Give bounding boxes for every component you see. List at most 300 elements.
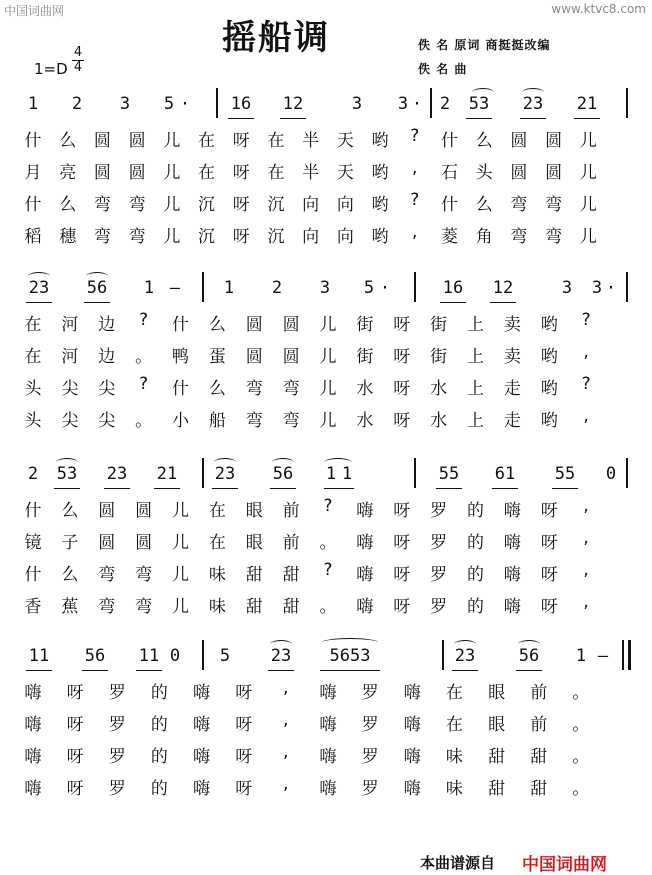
lyric-syllable: 儿 <box>163 195 181 215</box>
lyric-syllable: 镜 <box>24 533 42 553</box>
lyric-syllable: 沉 <box>267 227 285 247</box>
lyric-syllable: 呀 <box>393 565 411 585</box>
barline <box>414 272 416 302</box>
lyric-syllable: 呀 <box>540 533 558 553</box>
lyric-line <box>22 556 634 588</box>
lyric-syllable: 蛋 <box>208 347 226 367</box>
lyric-syllable: 。 <box>319 597 337 617</box>
underline <box>452 670 478 671</box>
lyric-syllable: 呀 <box>232 163 250 183</box>
notes-row-2 <box>22 272 634 306</box>
lyric-syllable: 头 <box>24 411 42 431</box>
lyric-syllable: 呀 <box>540 565 558 585</box>
lyric-syllable: , <box>583 406 589 426</box>
lyric-syllable: 卖 <box>503 315 521 335</box>
lyric-syllable: 眼 <box>488 683 506 703</box>
barline <box>202 272 204 302</box>
lyric-line <box>22 122 634 154</box>
underline <box>136 670 162 671</box>
lyric-syllable: 在 <box>208 533 226 553</box>
lyric-syllable: 圆 <box>128 131 146 151</box>
lyric-syllable: 弯 <box>510 227 528 247</box>
lyric-line <box>22 588 634 620</box>
note: 12 <box>492 278 514 298</box>
lyric-line <box>22 706 634 738</box>
lyric-syllable: 弯 <box>93 195 111 215</box>
lyric-syllable: 嗨 <box>319 747 337 767</box>
lyric-syllable: ? <box>323 496 333 516</box>
lyric-syllable: 甜 <box>245 597 263 617</box>
lyric-syllable: 的 <box>467 533 484 553</box>
lyric-syllable: 嗨 <box>503 501 521 521</box>
lyric-syllable: 呀 <box>393 597 411 617</box>
lyric-syllable: 嗨 <box>503 565 521 585</box>
lyric-syllable: 弯 <box>135 597 153 617</box>
lyric-syllable: 呀 <box>235 715 253 735</box>
lyric-syllable: , <box>583 342 589 362</box>
lyric-syllable: 圆 <box>93 131 111 151</box>
lyric-syllable: 圆 <box>510 131 528 151</box>
note: 1 <box>27 94 39 114</box>
note: 0 <box>169 646 181 666</box>
lyric-syllable: 圆 <box>282 315 300 335</box>
lyric-syllable: 弯 <box>98 597 116 617</box>
note: – <box>169 278 181 298</box>
barline <box>626 272 628 302</box>
slur <box>472 88 494 97</box>
lyric-syllable: 弯 <box>510 195 528 215</box>
key-signature: 1=D <box>34 60 68 78</box>
lyric-syllable: 头 <box>24 379 42 399</box>
lyric-syllable: 哟 <box>540 315 558 335</box>
note: 16 <box>442 278 464 298</box>
system-3 <box>22 458 634 620</box>
lyric-syllable: 水 <box>430 379 448 399</box>
underline <box>26 670 52 671</box>
watermark-right: www.ktvc8.com <box>551 2 646 16</box>
lyric-syllable: 鸭 <box>172 347 189 367</box>
lyric-syllable: 呀 <box>66 683 84 703</box>
lyric-syllable: 哟 <box>371 195 389 215</box>
lyric-syllable: 半 <box>302 163 320 183</box>
note: 16 <box>230 94 252 114</box>
lyric-syllable: 尖 <box>98 379 116 399</box>
note: 3 <box>591 278 603 298</box>
underline <box>490 302 516 303</box>
lyric-syllable: 弯 <box>93 227 111 247</box>
lyric-syllable: 嗨 <box>356 597 374 617</box>
note: 55 <box>554 464 576 484</box>
credit-lyrics: 佚 名 原词 商挺挺改编 <box>418 38 551 52</box>
lyric-syllable: 儿 <box>172 565 189 585</box>
barline <box>626 88 628 118</box>
lyric-syllable: ? <box>410 190 420 210</box>
notes-row-1 <box>22 88 634 122</box>
lyric-syllable: 。 <box>135 347 153 367</box>
time-sig-top: 4 <box>73 45 83 60</box>
lyric-syllable: , <box>412 222 418 242</box>
lyric-syllable: 嗨 <box>24 715 42 735</box>
lyric-syllable: 甜 <box>530 779 548 799</box>
lyric-syllable: 呀 <box>66 715 84 735</box>
lyric-syllable: 圆 <box>282 347 300 367</box>
lyric-syllable: 弯 <box>245 411 263 431</box>
lyric-line <box>22 674 634 706</box>
lyric-line <box>22 738 634 770</box>
underline <box>104 488 130 489</box>
lyric-syllable: 在 <box>445 683 463 703</box>
lyric-syllable: 嗨 <box>403 715 421 735</box>
lyric-syllable: 半 <box>302 131 320 151</box>
lyric-syllable: 边 <box>98 315 116 335</box>
credit-music: 佚 名 曲 <box>418 62 468 76</box>
lyric-syllable: 儿 <box>163 227 181 247</box>
lyric-syllable: 罗 <box>108 715 126 735</box>
lyric-syllable: 嗨 <box>24 683 42 703</box>
barline <box>202 458 204 488</box>
lyric-syllable: 弯 <box>282 411 300 431</box>
lyric-syllable: 。 <box>572 779 590 799</box>
lyric-syllable: 儿 <box>163 163 181 183</box>
lyric-syllable: 么 <box>475 195 493 215</box>
lyric-syllable: 嗨 <box>403 747 421 767</box>
lyric-syllable: 呀 <box>232 131 250 151</box>
slur <box>454 640 476 649</box>
lyric-syllable: 。 <box>572 715 590 735</box>
lyric-syllable: 圆 <box>245 315 263 335</box>
underline <box>440 302 466 303</box>
note: 56 <box>272 464 294 484</box>
note: 53 <box>468 94 490 114</box>
lyric-syllable: 儿 <box>319 315 337 335</box>
lyric-syllable: 香 <box>24 597 42 617</box>
lyric-syllable: 呀 <box>393 347 411 367</box>
underline <box>82 670 108 671</box>
lyric-syllable: , <box>583 592 589 612</box>
lyric-syllable: 石 <box>440 163 458 183</box>
note: 23 <box>214 464 236 484</box>
slur <box>322 638 378 647</box>
lyric-syllable: 水 <box>430 411 448 431</box>
lyric-syllable: 罗 <box>361 747 379 767</box>
lyric-syllable: 月 <box>24 163 42 183</box>
lyric-syllable: 么 <box>208 315 226 335</box>
note: – <box>597 646 609 666</box>
lyric-syllable: , <box>583 496 589 516</box>
lyric-syllable: 在 <box>198 131 216 151</box>
lyric-syllable: 圆 <box>135 533 153 553</box>
note: · <box>179 94 191 114</box>
lyric-syllable: ? <box>139 374 149 394</box>
lyric-syllable: 弯 <box>135 565 153 585</box>
note: 1 <box>341 464 353 484</box>
lyric-syllable: 什 <box>24 565 42 585</box>
lyric-syllable: 。 <box>572 683 590 703</box>
lyric-syllable: 呀 <box>232 227 250 247</box>
lyric-syllable: 儿 <box>163 131 181 151</box>
note: 56 <box>86 278 108 298</box>
lyric-syllable: 味 <box>445 747 463 767</box>
lyric-syllable: 儿 <box>579 195 597 215</box>
system-1 <box>22 88 634 250</box>
underline <box>54 488 80 489</box>
lyric-syllable: 蕉 <box>61 597 79 617</box>
note: 61 <box>494 464 516 484</box>
lyric-syllable: 尖 <box>61 411 79 431</box>
note: 11 <box>138 646 160 666</box>
lyric-syllable: 在 <box>24 347 42 367</box>
lyric-syllable: 味 <box>208 565 226 585</box>
underline <box>280 118 306 119</box>
footer-brand-link[interactable]: 中国词曲网 <box>522 855 607 875</box>
lyric-syllable: 子 <box>61 533 79 553</box>
lyric-syllable: 上 <box>467 379 484 399</box>
slur <box>272 458 294 467</box>
lyric-syllable: ? <box>139 310 149 330</box>
lyric-syllable: , <box>412 158 418 178</box>
lyric-syllable: 么 <box>61 501 79 521</box>
lyric-syllable: 沉 <box>267 195 285 215</box>
lyric-syllable: 什 <box>24 501 42 521</box>
underline <box>26 302 52 303</box>
underline <box>154 488 180 489</box>
barline <box>442 640 444 670</box>
note: 3 <box>119 94 131 114</box>
lyric-syllable: 儿 <box>319 347 337 367</box>
barline <box>626 458 628 488</box>
lyric-syllable: 的 <box>150 747 168 767</box>
slur <box>324 458 352 467</box>
lyric-syllable: 呀 <box>540 501 558 521</box>
lyric-syllable: 儿 <box>172 597 189 617</box>
lyric-syllable: 嗨 <box>319 779 337 799</box>
lyric-syllable: 呀 <box>393 533 411 553</box>
lyric-syllable: 船 <box>208 411 226 431</box>
lyric-syllable: 街 <box>430 347 448 367</box>
lyric-syllable: 的 <box>467 597 484 617</box>
lyric-syllable: 呀 <box>235 779 253 799</box>
lyric-syllable: 边 <box>98 347 116 367</box>
lyric-syllable: 嗨 <box>356 501 374 521</box>
lyric-syllable: 呀 <box>66 779 84 799</box>
lyric-syllable: 么 <box>59 131 77 151</box>
lyric-syllable: 圆 <box>128 163 146 183</box>
lyric-syllable: 嗨 <box>193 715 211 735</box>
underline <box>574 118 600 119</box>
lyric-syllable: 圆 <box>245 347 263 367</box>
lyric-syllable: 罗 <box>430 533 448 553</box>
lyric-syllable: 呀 <box>235 683 253 703</box>
lyric-syllable: 在 <box>267 163 285 183</box>
lyric-syllable: 向 <box>336 195 354 215</box>
slur <box>518 640 540 649</box>
slur <box>56 458 78 467</box>
underline <box>228 118 254 119</box>
note: 3 <box>561 278 573 298</box>
lyric-syllable: 弯 <box>545 195 563 215</box>
lyric-syllable: 甜 <box>488 779 506 799</box>
note: 56 <box>84 646 106 666</box>
underline <box>212 488 238 489</box>
note: 21 <box>156 464 178 484</box>
lyric-syllable: 眼 <box>245 533 263 553</box>
lyric-syllable: ? <box>581 374 591 394</box>
note: 23 <box>454 646 476 666</box>
lyric-syllable: 沉 <box>198 195 216 215</box>
lyric-syllable: 卖 <box>503 347 521 367</box>
note: · <box>411 94 423 114</box>
note: 5 <box>363 278 375 298</box>
lyric-syllable: 呀 <box>393 501 411 521</box>
lyric-syllable: 在 <box>198 163 216 183</box>
lyric-syllable: 弯 <box>245 379 263 399</box>
note: 2 <box>271 278 283 298</box>
barline <box>622 640 624 670</box>
lyric-syllable: 嗨 <box>503 597 521 617</box>
slur <box>214 458 236 467</box>
lyric-syllable: 。 <box>572 747 590 767</box>
lyric-syllable: 呀 <box>235 747 253 767</box>
slur <box>28 272 50 281</box>
note: 0 <box>605 464 617 484</box>
lyric-syllable: 河 <box>61 347 79 367</box>
underline <box>520 118 546 119</box>
lyric-syllable: 。 <box>319 533 337 553</box>
lyric-syllable: 街 <box>356 315 374 335</box>
footer-text: 本曲谱源自 <box>420 854 496 872</box>
underline <box>270 488 296 489</box>
lyric-syllable: 味 <box>445 779 463 799</box>
notes-row-4 <box>22 640 634 674</box>
lyric-syllable: 街 <box>356 347 374 367</box>
lyric-syllable: 弯 <box>545 227 563 247</box>
lyric-syllable: 罗 <box>430 501 448 521</box>
note: 12 <box>282 94 304 114</box>
lyric-syllable: 圆 <box>545 163 563 183</box>
lyric-syllable: 什 <box>440 195 458 215</box>
lyric-syllable: 甜 <box>488 747 506 767</box>
lyric-syllable: ? <box>410 126 420 146</box>
lyric-line <box>22 306 634 338</box>
note: 11 <box>28 646 50 666</box>
lyric-syllable: 的 <box>467 565 484 585</box>
lyric-syllable: 眼 <box>245 501 263 521</box>
lyric-syllable: 小 <box>172 411 189 431</box>
underline <box>436 488 462 489</box>
lyric-syllable: 什 <box>440 131 458 151</box>
lyric-syllable: 圆 <box>510 163 528 183</box>
lyric-syllable: 么 <box>59 195 77 215</box>
lyric-syllable: 角 <box>475 227 493 247</box>
lyric-syllable: 上 <box>467 411 484 431</box>
lyric-syllable: 前 <box>530 715 548 735</box>
lyric-syllable: 嗨 <box>193 747 211 767</box>
lyric-syllable: 街 <box>430 315 448 335</box>
note: 23 <box>28 278 50 298</box>
lyric-syllable: 罗 <box>361 715 379 735</box>
note: 1 <box>223 278 235 298</box>
lyric-syllable: 的 <box>150 715 168 735</box>
lyric-syllable: 哟 <box>371 131 389 151</box>
lyric-syllable: 嗨 <box>403 683 421 703</box>
note: 1 <box>575 646 587 666</box>
lyric-syllable: , <box>283 742 289 762</box>
lyric-syllable: 天 <box>336 163 354 183</box>
lyric-syllable: 上 <box>467 347 484 367</box>
lyric-syllable: 什 <box>24 195 42 215</box>
lyric-syllable: 罗 <box>108 747 126 767</box>
notes-row-3 <box>22 458 634 492</box>
lyric-syllable: , <box>583 560 589 580</box>
lyric-syllable: 亮 <box>59 163 77 183</box>
lyric-syllable: 在 <box>24 315 42 335</box>
underline <box>552 488 578 489</box>
note: 55 <box>438 464 460 484</box>
lyric-syllable: 嗨 <box>356 533 374 553</box>
lyric-syllable: 在 <box>267 131 285 151</box>
lyric-syllable: 罗 <box>430 565 448 585</box>
underline <box>516 670 542 671</box>
lyric-syllable: 水 <box>356 379 374 399</box>
lyric-syllable: 圆 <box>98 501 116 521</box>
lyric-syllable: 嗨 <box>319 715 337 735</box>
note: 1 <box>143 278 155 298</box>
lyric-syllable: 呀 <box>66 747 84 767</box>
underline <box>466 118 492 119</box>
lyric-syllable: 圆 <box>98 533 116 553</box>
lyric-syllable: 儿 <box>172 501 189 521</box>
lyric-syllable: 前 <box>282 501 300 521</box>
lyric-syllable: , <box>283 678 289 698</box>
lyric-syllable: 嗨 <box>319 683 337 703</box>
time-signature <box>72 46 84 75</box>
lyric-syllable: 向 <box>302 195 320 215</box>
lyric-line <box>22 370 634 402</box>
lyric-syllable: 眼 <box>488 715 506 735</box>
lyric-syllable: 走 <box>503 411 521 431</box>
underline <box>84 302 110 303</box>
note: · <box>605 278 617 298</box>
barline <box>430 88 432 118</box>
note: 1 <box>325 464 337 484</box>
note: 2 <box>71 94 83 114</box>
note: 2 <box>27 464 39 484</box>
note: 2 <box>439 94 451 114</box>
lyric-syllable: 菱 <box>440 227 458 247</box>
underline <box>324 488 354 489</box>
underline <box>320 670 380 671</box>
lyric-syllable: 穗 <box>59 227 77 247</box>
song-title: 摇船调 <box>222 18 330 58</box>
lyric-syllable: 罗 <box>430 597 448 617</box>
barline <box>202 640 204 670</box>
lyric-syllable: 嗨 <box>193 779 211 799</box>
lyric-syllable: 嗨 <box>24 747 42 767</box>
lyric-syllable: 嗨 <box>24 779 42 799</box>
lyric-syllable: 嗨 <box>193 683 211 703</box>
lyric-syllable: 的 <box>150 683 168 703</box>
lyric-syllable: 的 <box>150 779 168 799</box>
lyric-syllable: 什 <box>172 315 189 335</box>
lyric-line <box>22 524 634 556</box>
lyric-syllable: 向 <box>302 227 320 247</box>
lyric-syllable: 圆 <box>545 131 563 151</box>
lyric-syllable: 在 <box>208 501 226 521</box>
lyric-line <box>22 492 634 524</box>
lyric-syllable: 儿 <box>579 163 597 183</box>
lyric-line <box>22 154 634 186</box>
lyric-syllable: 罗 <box>361 779 379 799</box>
